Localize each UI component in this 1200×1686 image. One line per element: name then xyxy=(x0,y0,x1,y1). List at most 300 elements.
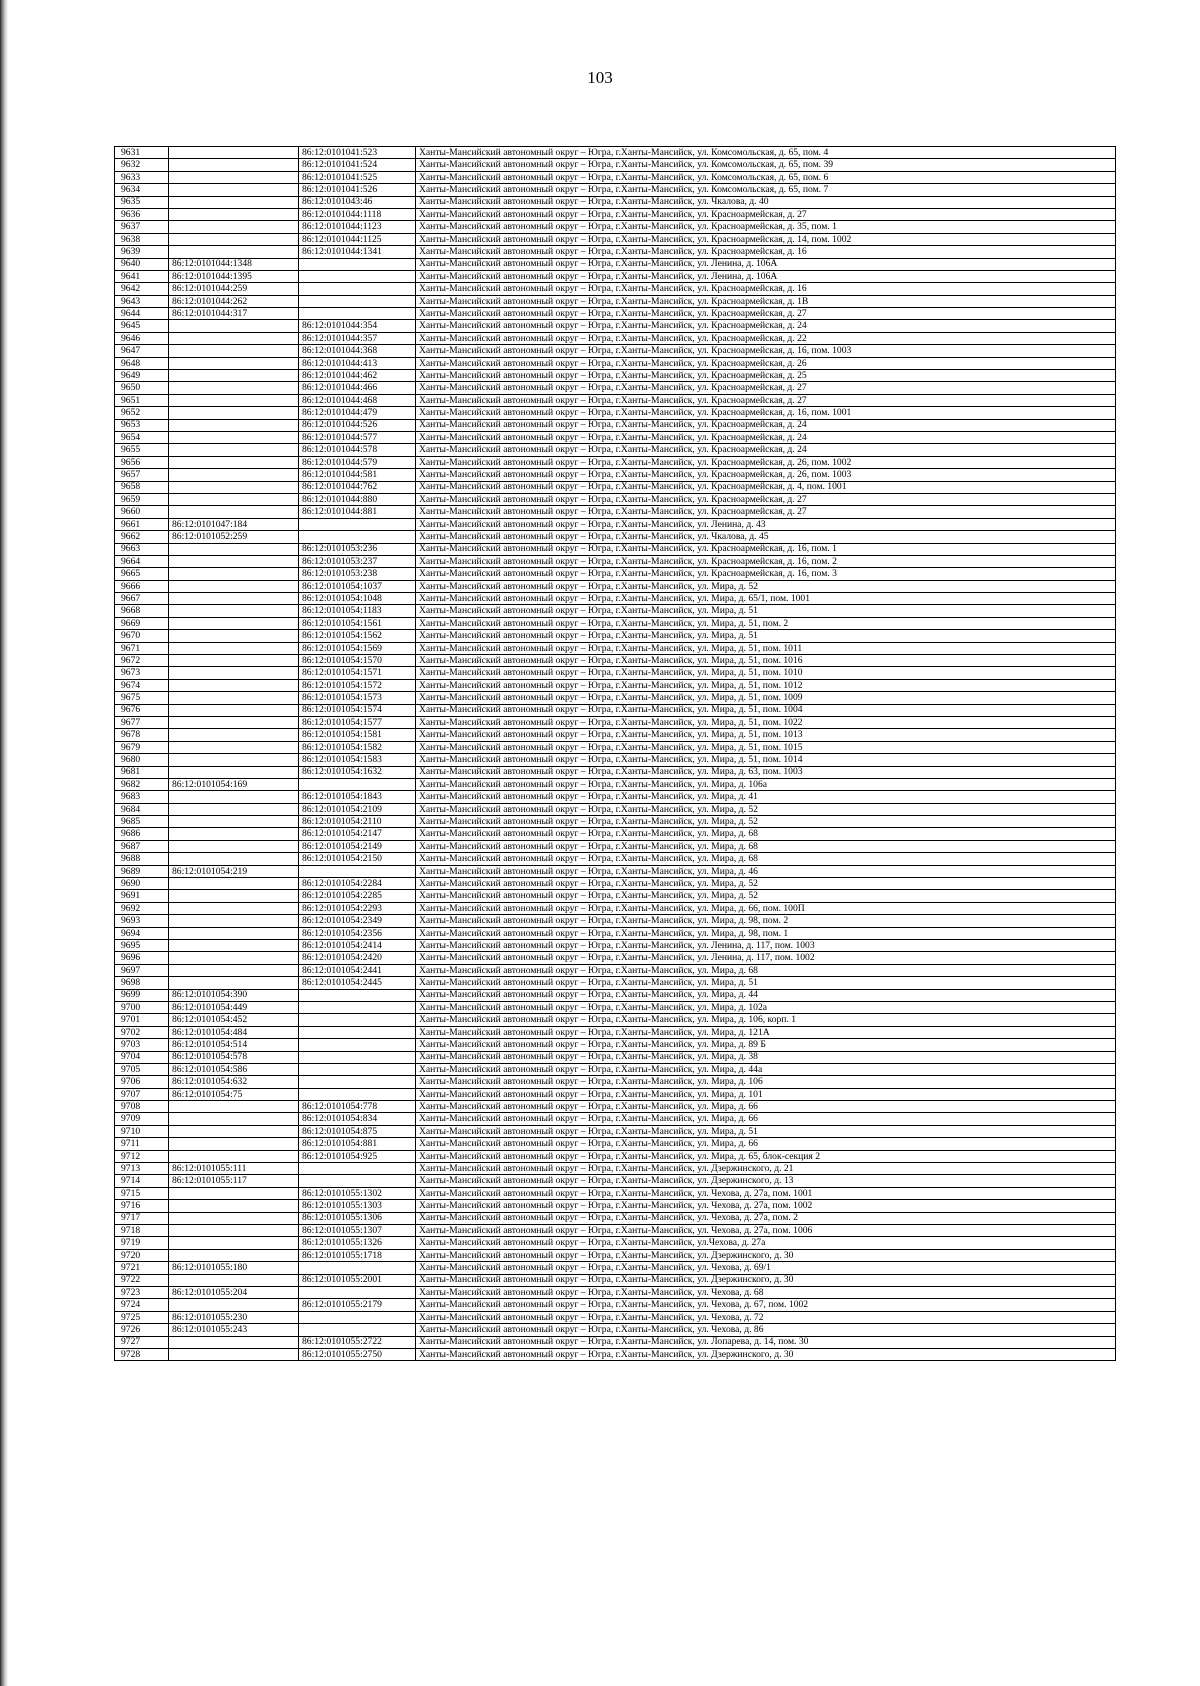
land-plot-cadastral-cell xyxy=(169,208,299,220)
land-plot-cadastral-cell xyxy=(169,370,299,382)
building-cadastral-cell: 86:12:0101055:2750 xyxy=(299,1348,416,1360)
building-cadastral-cell: 86:12:0101043:46 xyxy=(299,196,416,208)
table-row xyxy=(115,853,1116,865)
table-row xyxy=(115,246,1116,258)
land-plot-cadastral-cell xyxy=(169,320,299,332)
table-row xyxy=(115,419,1116,431)
table-row xyxy=(115,493,1116,505)
land-plot-cadastral-cell xyxy=(169,766,299,778)
row-number-cell: 9656 xyxy=(115,456,169,468)
building-cadastral-cell xyxy=(299,778,416,790)
land-plot-cadastral-cell: 86:12:0101054:586 xyxy=(169,1063,299,1075)
row-number-cell: 9716 xyxy=(115,1200,169,1212)
land-plot-cadastral-cell xyxy=(169,382,299,394)
table-row xyxy=(115,1324,1116,1336)
land-plot-cadastral-cell xyxy=(169,803,299,815)
land-plot-cadastral-cell xyxy=(169,1113,299,1125)
table-row xyxy=(115,357,1116,369)
address-cell: Ханты-Мансийский автономный округ – Югра, г.Ханты-Мансийск, ул. Чкалова, д. 40 xyxy=(416,196,1116,208)
address-cell: Ханты-Мансийский автономный округ – Югра, г.Ханты-Мансийск, ул. Мира, д. 51, пом. 1022 xyxy=(416,716,1116,728)
table-row xyxy=(115,1299,1116,1311)
table-row xyxy=(115,704,1116,716)
land-plot-cadastral-cell: 86:12:0101054:514 xyxy=(169,1039,299,1051)
land-plot-cadastral-cell xyxy=(169,927,299,939)
land-plot-cadastral-cell: 86:12:0101054:449 xyxy=(169,1001,299,1013)
table-row xyxy=(115,1187,1116,1199)
address-cell: Ханты-Мансийский автономный округ – Югра, г.Ханты-Мансийск, ул. Дзержинского, д. 30 xyxy=(416,1249,1116,1261)
row-number-cell: 9727 xyxy=(115,1336,169,1348)
building-cadastral-cell: 86:12:0101055:2179 xyxy=(299,1299,416,1311)
address-cell: Ханты-Мансийский автономный округ – Югра, г.Ханты-Мансийск, ул. Мира, д. 51 xyxy=(416,1125,1116,1137)
address-cell: Ханты-Мансийский автономный округ – Югра, г.Ханты-Мансийск, ул. Комсомольская, д. 65, пом. 4 xyxy=(416,147,1116,159)
table-row xyxy=(115,1113,1116,1125)
land-plot-cadastral-cell xyxy=(169,184,299,196)
row-number-cell: 9665 xyxy=(115,568,169,580)
address-cell: Ханты-Мансийский автономный округ – Югра, г.Ханты-Мансийск, ул. Красноармейская, д. 16, пом. 1003 xyxy=(416,345,1116,357)
row-number-cell: 9703 xyxy=(115,1039,169,1051)
table-row xyxy=(115,679,1116,691)
table-row xyxy=(115,159,1116,171)
address-cell: Ханты-Мансийский автономный округ – Югра, г.Ханты-Мансийск, ул. Чехова, д. 72 xyxy=(416,1311,1116,1323)
row-number-cell: 9646 xyxy=(115,332,169,344)
address-cell: Ханты-Мансийский автономный округ – Югра, г.Ханты-Мансийск, ул. Мира, д. 51 xyxy=(416,977,1116,989)
table-row xyxy=(115,642,1116,654)
address-cell: Ханты-Мансийский автономный округ – Югра, г.Ханты-Мансийск, ул. Ленина, д. 106А xyxy=(416,270,1116,282)
table-row xyxy=(115,1150,1116,1162)
address-cell: Ханты-Мансийский автономный округ – Югра, г.Ханты-Мансийск, ул. Красноармейская, д. 16 xyxy=(416,283,1116,295)
address-cell: Ханты-Мансийский автономный округ – Югра, г.Ханты-Мансийск, ул. Мира, д. 52 xyxy=(416,803,1116,815)
address-cell: Ханты-Мансийский автономный округ – Югра, г.Ханты-Мансийск, ул. Красноармейская, д. 16, пом. 2 xyxy=(416,555,1116,567)
row-number-cell: 9704 xyxy=(115,1051,169,1063)
address-cell: Ханты-Мансийский автономный округ – Югра, г.Ханты-Мансийск, ул. Красноармейская, д. 27 xyxy=(416,308,1116,320)
table-row xyxy=(115,766,1116,778)
land-plot-cadastral-cell xyxy=(169,1212,299,1224)
row-number-cell: 9726 xyxy=(115,1324,169,1336)
row-number-cell: 9722 xyxy=(115,1274,169,1286)
table-row xyxy=(115,283,1116,295)
land-plot-cadastral-cell xyxy=(169,605,299,617)
row-number-cell: 9645 xyxy=(115,320,169,332)
table-row xyxy=(115,1336,1116,1348)
building-cadastral-cell: 86:12:0101055:1307 xyxy=(299,1224,416,1236)
address-cell: Ханты-Мансийский автономный округ – Югра, г.Ханты-Мансийск, ул. Мира, д. 51, пом. 1004 xyxy=(416,704,1116,716)
table-row xyxy=(115,531,1116,543)
building-cadastral-cell: 86:12:0101044:578 xyxy=(299,444,416,456)
row-number-cell: 9710 xyxy=(115,1125,169,1137)
address-cell: Ханты-Мансийский автономный округ – Югра, г.Ханты-Мансийск, ул. Красноармейская, д. 14, пом. 1002 xyxy=(416,233,1116,245)
row-number-cell: 9662 xyxy=(115,531,169,543)
row-number-cell: 9652 xyxy=(115,407,169,419)
building-cadastral-cell: 86:12:0101044:762 xyxy=(299,481,416,493)
table-row xyxy=(115,345,1116,357)
address-cell: Ханты-Мансийский автономный округ – Югра, г.Ханты-Мансийск, ул. Мира, д. 46 xyxy=(416,865,1116,877)
row-number-cell: 9696 xyxy=(115,952,169,964)
building-cadastral-cell: 86:12:0101044:466 xyxy=(299,382,416,394)
building-cadastral-cell: 86:12:0101044:581 xyxy=(299,469,416,481)
land-plot-cadastral-cell xyxy=(169,679,299,691)
land-plot-cadastral-cell xyxy=(169,1125,299,1137)
table-row xyxy=(115,382,1116,394)
address-cell: Ханты-Мансийский автономный округ – Югра, г.Ханты-Мансийск, ул. Красноармейская, д. 24 xyxy=(416,444,1116,456)
row-number-cell: 9668 xyxy=(115,605,169,617)
row-number-cell: 9641 xyxy=(115,270,169,282)
address-cell: Ханты-Мансийский автономный округ – Югра, г.Ханты-Мансийск, ул. Дзержинского, д. 30 xyxy=(416,1348,1116,1360)
building-cadastral-cell: 86:12:0101054:1037 xyxy=(299,580,416,592)
row-number-cell: 9643 xyxy=(115,295,169,307)
building-cadastral-cell: 86:12:0101054:1574 xyxy=(299,704,416,716)
address-cell: Ханты-Мансийский автономный округ – Югра, г.Ханты-Мансийск, ул. Мира, д. 51, пом. 1016 xyxy=(416,655,1116,667)
address-cell: Ханты-Мансийский автономный округ – Югра, г.Ханты-Мансийск, ул. Мира, д. 51, пом. 1014 xyxy=(416,754,1116,766)
address-cell: Ханты-Мансийский автономный округ – Югра, г.Ханты-Мансийск, ул. Мира, д. 98, пом. 2 xyxy=(416,915,1116,927)
land-plot-cadastral-cell xyxy=(169,617,299,629)
table-row xyxy=(115,1101,1116,1113)
row-number-cell: 9701 xyxy=(115,1014,169,1026)
address-cell: Ханты-Мансийский автономный округ – Югра, г.Ханты-Мансийск, ул. Мира, д. 68 xyxy=(416,828,1116,840)
land-plot-cadastral-cell xyxy=(169,655,299,667)
table-row xyxy=(115,655,1116,667)
table-row xyxy=(115,754,1116,766)
row-number-cell: 9654 xyxy=(115,431,169,443)
table-row xyxy=(115,1076,1116,1088)
building-cadastral-cell: 86:12:0101041:524 xyxy=(299,159,416,171)
building-cadastral-cell: 86:12:0101054:881 xyxy=(299,1138,416,1150)
land-plot-cadastral-cell xyxy=(169,816,299,828)
land-plot-cadastral-cell xyxy=(169,1200,299,1212)
address-cell: Ханты-Мансийский автономный округ – Югра, г.Ханты-Мансийск, ул. Чехова, д. 27а, пом. 1001 xyxy=(416,1187,1116,1199)
row-number-cell: 9683 xyxy=(115,791,169,803)
address-cell: Ханты-Мансийский автономный округ – Югра, г.Ханты-Мансийск, ул. Лопарева, д. 14, пом. 30 xyxy=(416,1336,1116,1348)
address-cell: Ханты-Мансийский автономный округ – Югра, г.Ханты-Мансийск, ул. Мира, д. 51 xyxy=(416,605,1116,617)
table-row xyxy=(115,952,1116,964)
address-cell: Ханты-Мансийский автономный округ – Югра, г.Ханты-Мансийск, ул. Красноармейская, д. 24 xyxy=(416,320,1116,332)
land-plot-cadastral-cell: 86:12:0101044:262 xyxy=(169,295,299,307)
land-plot-cadastral-cell xyxy=(169,840,299,852)
land-plot-cadastral-cell xyxy=(169,977,299,989)
address-cell: Ханты-Мансийский автономный округ – Югра, г.Ханты-Мансийск, ул. Мира, д. 51, пом. 1010 xyxy=(416,667,1116,679)
land-plot-cadastral-cell: 86:12:0101044:259 xyxy=(169,283,299,295)
row-number-cell: 9689 xyxy=(115,865,169,877)
building-cadastral-cell xyxy=(299,270,416,282)
address-cell: Ханты-Мансийский автономный округ – Югра, г.Ханты-Мансийск, ул. Чехова, д. 67, пом. 1002 xyxy=(416,1299,1116,1311)
table-row xyxy=(115,1200,1116,1212)
table-row xyxy=(115,184,1116,196)
building-cadastral-cell: 86:12:0101054:2445 xyxy=(299,977,416,989)
building-cadastral-cell: 86:12:0101054:2349 xyxy=(299,915,416,927)
row-number-cell: 9647 xyxy=(115,345,169,357)
address-cell: Ханты-Мансийский автономный округ – Югра, г.Ханты-Мансийск, ул. Мира, д. 44а xyxy=(416,1063,1116,1075)
building-cadastral-cell: 86:12:0101044:579 xyxy=(299,456,416,468)
land-plot-cadastral-cell: 86:12:0101054:390 xyxy=(169,989,299,1001)
address-cell: Ханты-Мансийский автономный округ – Югра, г.Ханты-Мансийск, ул. Красноармейская, д. 1В xyxy=(416,295,1116,307)
table-row xyxy=(115,890,1116,902)
address-cell: Ханты-Мансийский автономный округ – Югра, г.Ханты-Мансийск, ул. Мира, д. 101 xyxy=(416,1088,1116,1100)
land-plot-cadastral-cell xyxy=(169,481,299,493)
row-number-cell: 9664 xyxy=(115,555,169,567)
land-plot-cadastral-cell xyxy=(169,394,299,406)
address-cell: Ханты-Мансийский автономный округ – Югра, г.Ханты-Мансийск, ул. Красноармейская, д. 4, пом. 1001 xyxy=(416,481,1116,493)
building-cadastral-cell: 86:12:0101054:2285 xyxy=(299,890,416,902)
table-row xyxy=(115,902,1116,914)
building-cadastral-cell xyxy=(299,518,416,530)
building-cadastral-cell: 86:12:0101054:1048 xyxy=(299,593,416,605)
table-row xyxy=(115,270,1116,282)
building-cadastral-cell xyxy=(299,1001,416,1013)
row-number-cell: 9650 xyxy=(115,382,169,394)
row-number-cell: 9642 xyxy=(115,283,169,295)
land-plot-cadastral-cell: 86:12:0101054:75 xyxy=(169,1088,299,1100)
building-cadastral-cell: 86:12:0101054:2284 xyxy=(299,878,416,890)
address-cell: Ханты-Мансийский автономный округ – Югра, г.Ханты-Мансийск, ул. Мира, д. 51, пом. 1009 xyxy=(416,692,1116,704)
row-number-cell: 9634 xyxy=(115,184,169,196)
row-number-cell: 9685 xyxy=(115,816,169,828)
building-cadastral-cell: 86:12:0101054:1572 xyxy=(299,679,416,691)
building-cadastral-cell: 86:12:0101055:1302 xyxy=(299,1187,416,1199)
table-row xyxy=(115,778,1116,790)
land-plot-cadastral-cell xyxy=(169,853,299,865)
building-cadastral-cell: 86:12:0101054:2414 xyxy=(299,940,416,952)
row-number-cell: 9682 xyxy=(115,778,169,790)
row-number-cell: 9707 xyxy=(115,1088,169,1100)
building-cadastral-cell: 86:12:0101054:2110 xyxy=(299,816,416,828)
land-plot-cadastral-cell xyxy=(169,580,299,592)
address-cell: Ханты-Мансийский автономный округ – Югра, г.Ханты-Мансийск, ул. Красноармейская, д. 27 xyxy=(416,382,1116,394)
building-cadastral-cell xyxy=(299,258,416,270)
table-row xyxy=(115,233,1116,245)
address-cell: Ханты-Мансийский автономный округ – Югра, г.Ханты-Мансийск, ул. Мира, д. 51, пом. 1011 xyxy=(416,642,1116,654)
table-row xyxy=(115,171,1116,183)
row-number-cell: 9638 xyxy=(115,233,169,245)
land-plot-cadastral-cell xyxy=(169,196,299,208)
land-plot-cadastral-cell: 86:12:0101055:111 xyxy=(169,1163,299,1175)
row-number-cell: 9680 xyxy=(115,754,169,766)
land-plot-cadastral-cell xyxy=(169,729,299,741)
row-number-cell: 9697 xyxy=(115,964,169,976)
building-cadastral-cell xyxy=(299,1014,416,1026)
land-plot-cadastral-cell: 86:12:0101055:204 xyxy=(169,1286,299,1298)
row-number-cell: 9666 xyxy=(115,580,169,592)
row-number-cell: 9693 xyxy=(115,915,169,927)
building-cadastral-cell xyxy=(299,283,416,295)
table-row xyxy=(115,444,1116,456)
row-number-cell: 9694 xyxy=(115,927,169,939)
row-number-cell: 9708 xyxy=(115,1101,169,1113)
address-cell: Ханты-Мансийский автономный округ – Югра, г.Ханты-Мансийск, ул. Красноармейская, д. 26, пом. 1003 xyxy=(416,469,1116,481)
address-cell: Ханты-Мансийский автономный округ – Югра, г.Ханты-Мансийск, ул. Мира, д. 51, пом. 1015 xyxy=(416,741,1116,753)
row-number-cell: 9674 xyxy=(115,679,169,691)
row-number-cell: 9700 xyxy=(115,1001,169,1013)
row-number-cell: 9632 xyxy=(115,159,169,171)
land-plot-cadastral-cell xyxy=(169,1187,299,1199)
land-plot-cadastral-cell xyxy=(169,952,299,964)
table-row xyxy=(115,1286,1116,1298)
table-row xyxy=(115,964,1116,976)
address-cell: Ханты-Мансийский автономный округ – Югра, г.Ханты-Мансийск, ул. Красноармейская, д. 26 xyxy=(416,357,1116,369)
table-row xyxy=(115,295,1116,307)
table-row xyxy=(115,989,1116,1001)
building-cadastral-cell: 86:12:0101044:413 xyxy=(299,357,416,369)
land-plot-cadastral-cell: 86:12:0101054:632 xyxy=(169,1076,299,1088)
building-cadastral-cell: 86:12:0101054:1183 xyxy=(299,605,416,617)
building-cadastral-cell: 86:12:0101055:1306 xyxy=(299,1212,416,1224)
row-number-cell: 9679 xyxy=(115,741,169,753)
address-cell: Ханты-Мансийский автономный округ – Югра, г.Ханты-Мансийск, ул. Мира, д. 51 xyxy=(416,630,1116,642)
address-cell: Ханты-Мансийский автономный округ – Югра, г.Ханты-Мансийск, ул. Чехова, д. 27а, пом. 1006 xyxy=(416,1224,1116,1236)
building-cadastral-cell: 86:12:0101054:1571 xyxy=(299,667,416,679)
address-cell: Ханты-Мансийский автономный округ – Югра, г.Ханты-Мансийск, ул. Мира, д. 63, пом. 1003 xyxy=(416,766,1116,778)
land-plot-cadastral-cell xyxy=(169,506,299,518)
building-cadastral-cell: 86:12:0101044:1125 xyxy=(299,233,416,245)
building-cadastral-cell: 86:12:0101054:2147 xyxy=(299,828,416,840)
building-cadastral-cell: 86:12:0101054:2441 xyxy=(299,964,416,976)
land-plot-cadastral-cell: 86:12:0101044:317 xyxy=(169,308,299,320)
row-number-cell: 9686 xyxy=(115,828,169,840)
row-number-cell: 9714 xyxy=(115,1175,169,1187)
land-plot-cadastral-cell: 86:12:0101044:1395 xyxy=(169,270,299,282)
building-cadastral-cell: 86:12:0101053:236 xyxy=(299,543,416,555)
row-number-cell: 9728 xyxy=(115,1348,169,1360)
land-plot-cadastral-cell: 86:12:0101054:452 xyxy=(169,1014,299,1026)
land-plot-cadastral-cell xyxy=(169,791,299,803)
row-number-cell: 9644 xyxy=(115,308,169,320)
building-cadastral-cell: 86:12:0101054:2293 xyxy=(299,902,416,914)
land-plot-cadastral-cell xyxy=(169,469,299,481)
address-cell: Ханты-Мансийский автономный округ – Югра, г.Ханты-Мансийск, ул. Мира, д. 98, пом. 1 xyxy=(416,927,1116,939)
address-cell: Ханты-Мансийский автономный округ – Югра, г.Ханты-Мансийск, ул. Мира, д. 68 xyxy=(416,964,1116,976)
building-cadastral-cell: 86:12:0101054:1582 xyxy=(299,741,416,753)
land-plot-cadastral-cell xyxy=(169,667,299,679)
land-plot-cadastral-cell: 86:12:0101054:169 xyxy=(169,778,299,790)
land-plot-cadastral-cell xyxy=(169,345,299,357)
land-plot-cadastral-cell: 86:12:0101052:259 xyxy=(169,531,299,543)
building-cadastral-cell: 86:12:0101044:1118 xyxy=(299,208,416,220)
row-number-cell: 9692 xyxy=(115,902,169,914)
land-plot-cadastral-cell xyxy=(169,642,299,654)
address-cell: Ханты-Мансийский автономный округ – Югра, г.Ханты-Мансийск, ул. Мира, д. 52 xyxy=(416,816,1116,828)
row-number-cell: 9717 xyxy=(115,1212,169,1224)
table-row xyxy=(115,469,1116,481)
row-number-cell: 9673 xyxy=(115,667,169,679)
land-plot-cadastral-cell xyxy=(169,407,299,419)
address-cell: Ханты-Мансийский автономный округ – Югра, г.Ханты-Мансийск, ул. Мира, д. 68 xyxy=(416,853,1116,865)
table-row xyxy=(115,791,1116,803)
address-cell: Ханты-Мансийский автономный округ – Югра, г.Ханты-Мансийск, ул. Мира, д. 44 xyxy=(416,989,1116,1001)
table-row xyxy=(115,1311,1116,1323)
table-row xyxy=(115,593,1116,605)
row-number-cell: 9695 xyxy=(115,940,169,952)
building-cadastral-cell xyxy=(299,308,416,320)
land-plot-cadastral-cell: 86:12:0101055:117 xyxy=(169,1175,299,1187)
row-number-cell: 9720 xyxy=(115,1249,169,1261)
building-cadastral-cell xyxy=(299,1262,416,1274)
land-plot-cadastral-cell xyxy=(169,147,299,159)
table-row xyxy=(115,332,1116,344)
row-number-cell: 9636 xyxy=(115,208,169,220)
building-cadastral-cell: 86:12:0101044:354 xyxy=(299,320,416,332)
building-cadastral-cell: 86:12:0101044:462 xyxy=(299,370,416,382)
table-row xyxy=(115,1249,1116,1261)
address-cell: Ханты-Мансийский автономный округ – Югра, г.Ханты-Мансийск, ул. Мира, д. 106, корп. 1 xyxy=(416,1014,1116,1026)
address-cell: Ханты-Мансийский автономный округ – Югра, г.Ханты-Мансийск, ул. Красноармейская, д. 27 xyxy=(416,493,1116,505)
address-cell: Ханты-Мансийский автономный округ – Югра, г.Ханты-Мансийск, ул. Красноармейская, д. 35, пом. 1 xyxy=(416,221,1116,233)
land-plot-cadastral-cell xyxy=(169,754,299,766)
building-cadastral-cell xyxy=(299,1286,416,1298)
land-plot-cadastral-cell xyxy=(169,233,299,245)
table-row xyxy=(115,543,1116,555)
building-cadastral-cell: 86:12:0101044:577 xyxy=(299,431,416,443)
address-cell: Ханты-Мансийский автономный округ – Югра, г.Ханты-Мансийск, ул. Мира, д. 66 xyxy=(416,1101,1116,1113)
row-number-cell: 9681 xyxy=(115,766,169,778)
building-cadastral-cell: 86:12:0101054:2149 xyxy=(299,840,416,852)
building-cadastral-cell xyxy=(299,1076,416,1088)
row-number-cell: 9687 xyxy=(115,840,169,852)
building-cadastral-cell: 86:12:0101054:834 xyxy=(299,1113,416,1125)
address-cell: Ханты-Мансийский автономный округ – Югра, г.Ханты-Мансийск, ул. Мира, д. 68 xyxy=(416,840,1116,852)
row-number-cell: 9660 xyxy=(115,506,169,518)
row-number-cell: 9670 xyxy=(115,630,169,642)
land-plot-cadastral-cell xyxy=(169,1224,299,1236)
building-cadastral-cell: 86:12:0101053:237 xyxy=(299,555,416,567)
building-cadastral-cell: 86:12:0101054:1581 xyxy=(299,729,416,741)
row-number-cell: 9653 xyxy=(115,419,169,431)
address-cell: Ханты-Мансийский автономный округ – Югра, г.Ханты-Мансийск, ул. Комсомольская, д. 65, пом. 7 xyxy=(416,184,1116,196)
table-row xyxy=(115,1125,1116,1137)
table-row xyxy=(115,221,1116,233)
building-cadastral-cell: 86:12:0101044:468 xyxy=(299,394,416,406)
address-cell: Ханты-Мансийский автономный округ – Югра, г.Ханты-Мансийск, ул. Мира, д. 66 xyxy=(416,1138,1116,1150)
address-cell: Ханты-Мансийский автономный округ – Югра, г.Ханты-Мансийск, ул. Красноармейская, д. 27 xyxy=(416,394,1116,406)
table-row xyxy=(115,667,1116,679)
table-row xyxy=(115,840,1116,852)
page-number: 103 xyxy=(587,68,613,87)
table-row xyxy=(115,1138,1116,1150)
building-cadastral-cell: 86:12:0101044:880 xyxy=(299,493,416,505)
row-number-cell: 9684 xyxy=(115,803,169,815)
land-plot-cadastral-cell xyxy=(169,1299,299,1311)
address-cell: Ханты-Мансийский автономный округ – Югра, г.Ханты-Мансийск, ул. Красноармейская, д. 16, пом. 3 xyxy=(416,568,1116,580)
row-number-cell: 9635 xyxy=(115,196,169,208)
table-row xyxy=(115,1051,1116,1063)
table-row xyxy=(115,940,1116,952)
table-row xyxy=(115,208,1116,220)
address-cell: Ханты-Мансийский автономный округ – Югра, г.Ханты-Мансийск, ул. Комсомольская, д. 65, пом. 39 xyxy=(416,159,1116,171)
address-cell: Ханты-Мансийский автономный округ – Югра, г.Ханты-Мансийск, ул. Ленина, д. 43 xyxy=(416,518,1116,530)
building-cadastral-cell: 86:12:0101044:881 xyxy=(299,506,416,518)
address-cell: Ханты-Мансийский автономный округ – Югра, г.Ханты-Мансийск, ул. Чехова, д. 86 xyxy=(416,1324,1116,1336)
land-plot-cadastral-cell xyxy=(169,171,299,183)
address-cell: Ханты-Мансийский автономный округ – Югра, г.Ханты-Мансийск, ул. Мира, д. 102а xyxy=(416,1001,1116,1013)
table-row xyxy=(115,308,1116,320)
table-row xyxy=(115,816,1116,828)
land-plot-cadastral-cell xyxy=(169,1101,299,1113)
row-number-cell: 9721 xyxy=(115,1262,169,1274)
building-cadastral-cell: 86:12:0101054:1632 xyxy=(299,766,416,778)
row-number-cell: 9719 xyxy=(115,1237,169,1249)
row-number-cell: 9678 xyxy=(115,729,169,741)
row-number-cell: 9672 xyxy=(115,655,169,667)
registry-table-body xyxy=(115,147,1116,1361)
address-cell: Ханты-Мансийский автономный округ – Югра, г.Ханты-Мансийск, ул. Красноармейская, д. 16, пом. 1001 xyxy=(416,407,1116,419)
address-cell: Ханты-Мансийский автономный округ – Югра, г.Ханты-Мансийск, ул. Чкалова, д. 45 xyxy=(416,531,1116,543)
table-row xyxy=(115,431,1116,443)
row-number-cell: 9713 xyxy=(115,1163,169,1175)
row-number-cell: 9657 xyxy=(115,469,169,481)
row-number-cell: 9677 xyxy=(115,716,169,728)
row-number-cell: 9698 xyxy=(115,977,169,989)
cadastral-registry-table xyxy=(114,146,1116,1361)
land-plot-cadastral-cell xyxy=(169,878,299,890)
table-row xyxy=(115,1014,1116,1026)
table-row xyxy=(115,828,1116,840)
